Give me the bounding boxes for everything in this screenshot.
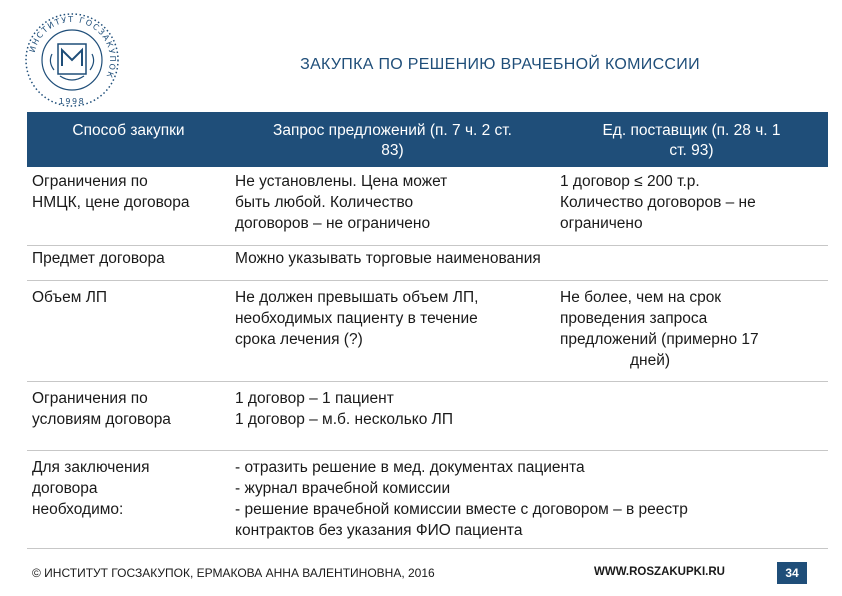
footer-divider (27, 548, 828, 549)
row-label (27, 246, 230, 281)
cell-line: предложений (примерно 17 (560, 331, 759, 348)
cell-line: 1 договор – 1 пациент (235, 390, 394, 407)
cell-line: Не установлены. Цена может (235, 173, 448, 190)
cell-line: - журнал врачебной комиссии (235, 480, 451, 497)
row-label-line: необходимо: (32, 501, 124, 518)
table-row (27, 451, 828, 556)
table-row (27, 382, 828, 451)
header-method (27, 112, 230, 167)
page-title: ЗАКУПКА ПО РЕШЕНИЮ ВРАЧЕБНОЙ КОМИССИИ (300, 56, 700, 73)
cell-line: дней) (630, 352, 671, 369)
row-span-value (230, 382, 828, 451)
cell-line: контрактов без указания ФИО пациента (235, 522, 523, 539)
header-request-proposals (230, 112, 555, 167)
cell-line: 1 договор ≤ 200 т.р. (560, 173, 700, 190)
header-request-line: Запрос предложений (п. 7 ч. 2 ст. (273, 122, 512, 139)
cell-line: 1 договор – м.б. несколько ЛП (235, 411, 453, 428)
footer-copyright: © ИНСТИТУТ ГОСЗАКУПОК, ЕРМАКОВА АННА ВАЛЕНТИНОВНА, 2016 (32, 566, 435, 580)
cell-line: договоров – не ограничено (235, 215, 431, 232)
header-method-label: Способ закупки (72, 122, 185, 139)
row-label-line: Для заключения (32, 459, 150, 476)
row-label (27, 451, 230, 556)
cell-line: ограничено (560, 215, 643, 232)
page-number-badge: 34 (777, 562, 807, 584)
row-request-value (230, 281, 555, 382)
row-label-line: НМЦК, цене договора (32, 194, 190, 211)
row-request-value (230, 167, 555, 246)
footer-site-link[interactable]: WWW.ROSZAKUPKI.RU (594, 566, 725, 578)
cell-line: необходимых пациенту в течение (235, 310, 478, 327)
table-row (27, 281, 828, 382)
cell-line: Можно указывать торговые наименования (235, 250, 541, 267)
cell-line: проведения запроса (560, 310, 708, 327)
row-label-line: Предмет договора (32, 250, 165, 267)
row-label-line: Ограничения по (32, 173, 148, 190)
logo-year: 1998 (58, 97, 86, 106)
row-supplier-value (555, 281, 828, 382)
institute-logo (22, 10, 122, 110)
cell-line: быть любой. Количество (235, 194, 414, 211)
row-label (27, 382, 230, 451)
table-header-row (27, 112, 828, 167)
row-span-value (230, 246, 828, 281)
cell-line: Количество договоров – не (560, 194, 756, 211)
row-supplier-value (555, 167, 828, 246)
svg-text:ИНСТИТУТ ГОСЗАКУПОК (28, 15, 117, 80)
cell-line: срока лечения (?) (235, 331, 363, 348)
table-row (27, 167, 828, 246)
row-label-line: Объем ЛП (32, 289, 108, 306)
header-request-line: 83) (381, 142, 404, 159)
row-label-line: условиям договора (32, 411, 171, 428)
header-supplier-line: ст. 93) (669, 142, 714, 159)
logo-ring-text: ИНСТИТУТ ГОСЗАКУПОК (27, 14, 118, 81)
table-row (27, 246, 828, 281)
cell-line: - решение врачебной комиссии вместе с договором – в реестр (235, 501, 688, 518)
row-label (27, 167, 230, 246)
row-label-line: Ограничения по (32, 390, 148, 407)
cell-line: - отразить решение в мед. документах пациента (235, 459, 585, 476)
cell-line: Не более, чем на срок (560, 289, 722, 306)
row-label (27, 281, 230, 382)
procurement-table (27, 112, 828, 555)
header-single-supplier (555, 112, 828, 167)
row-label-line: договора (32, 480, 98, 497)
cell-line: Не должен превышать объем ЛП, (235, 289, 479, 306)
row-span-value (230, 451, 828, 556)
header-supplier-line: Ед. поставщик (п. 28 ч. 1 (602, 122, 781, 139)
